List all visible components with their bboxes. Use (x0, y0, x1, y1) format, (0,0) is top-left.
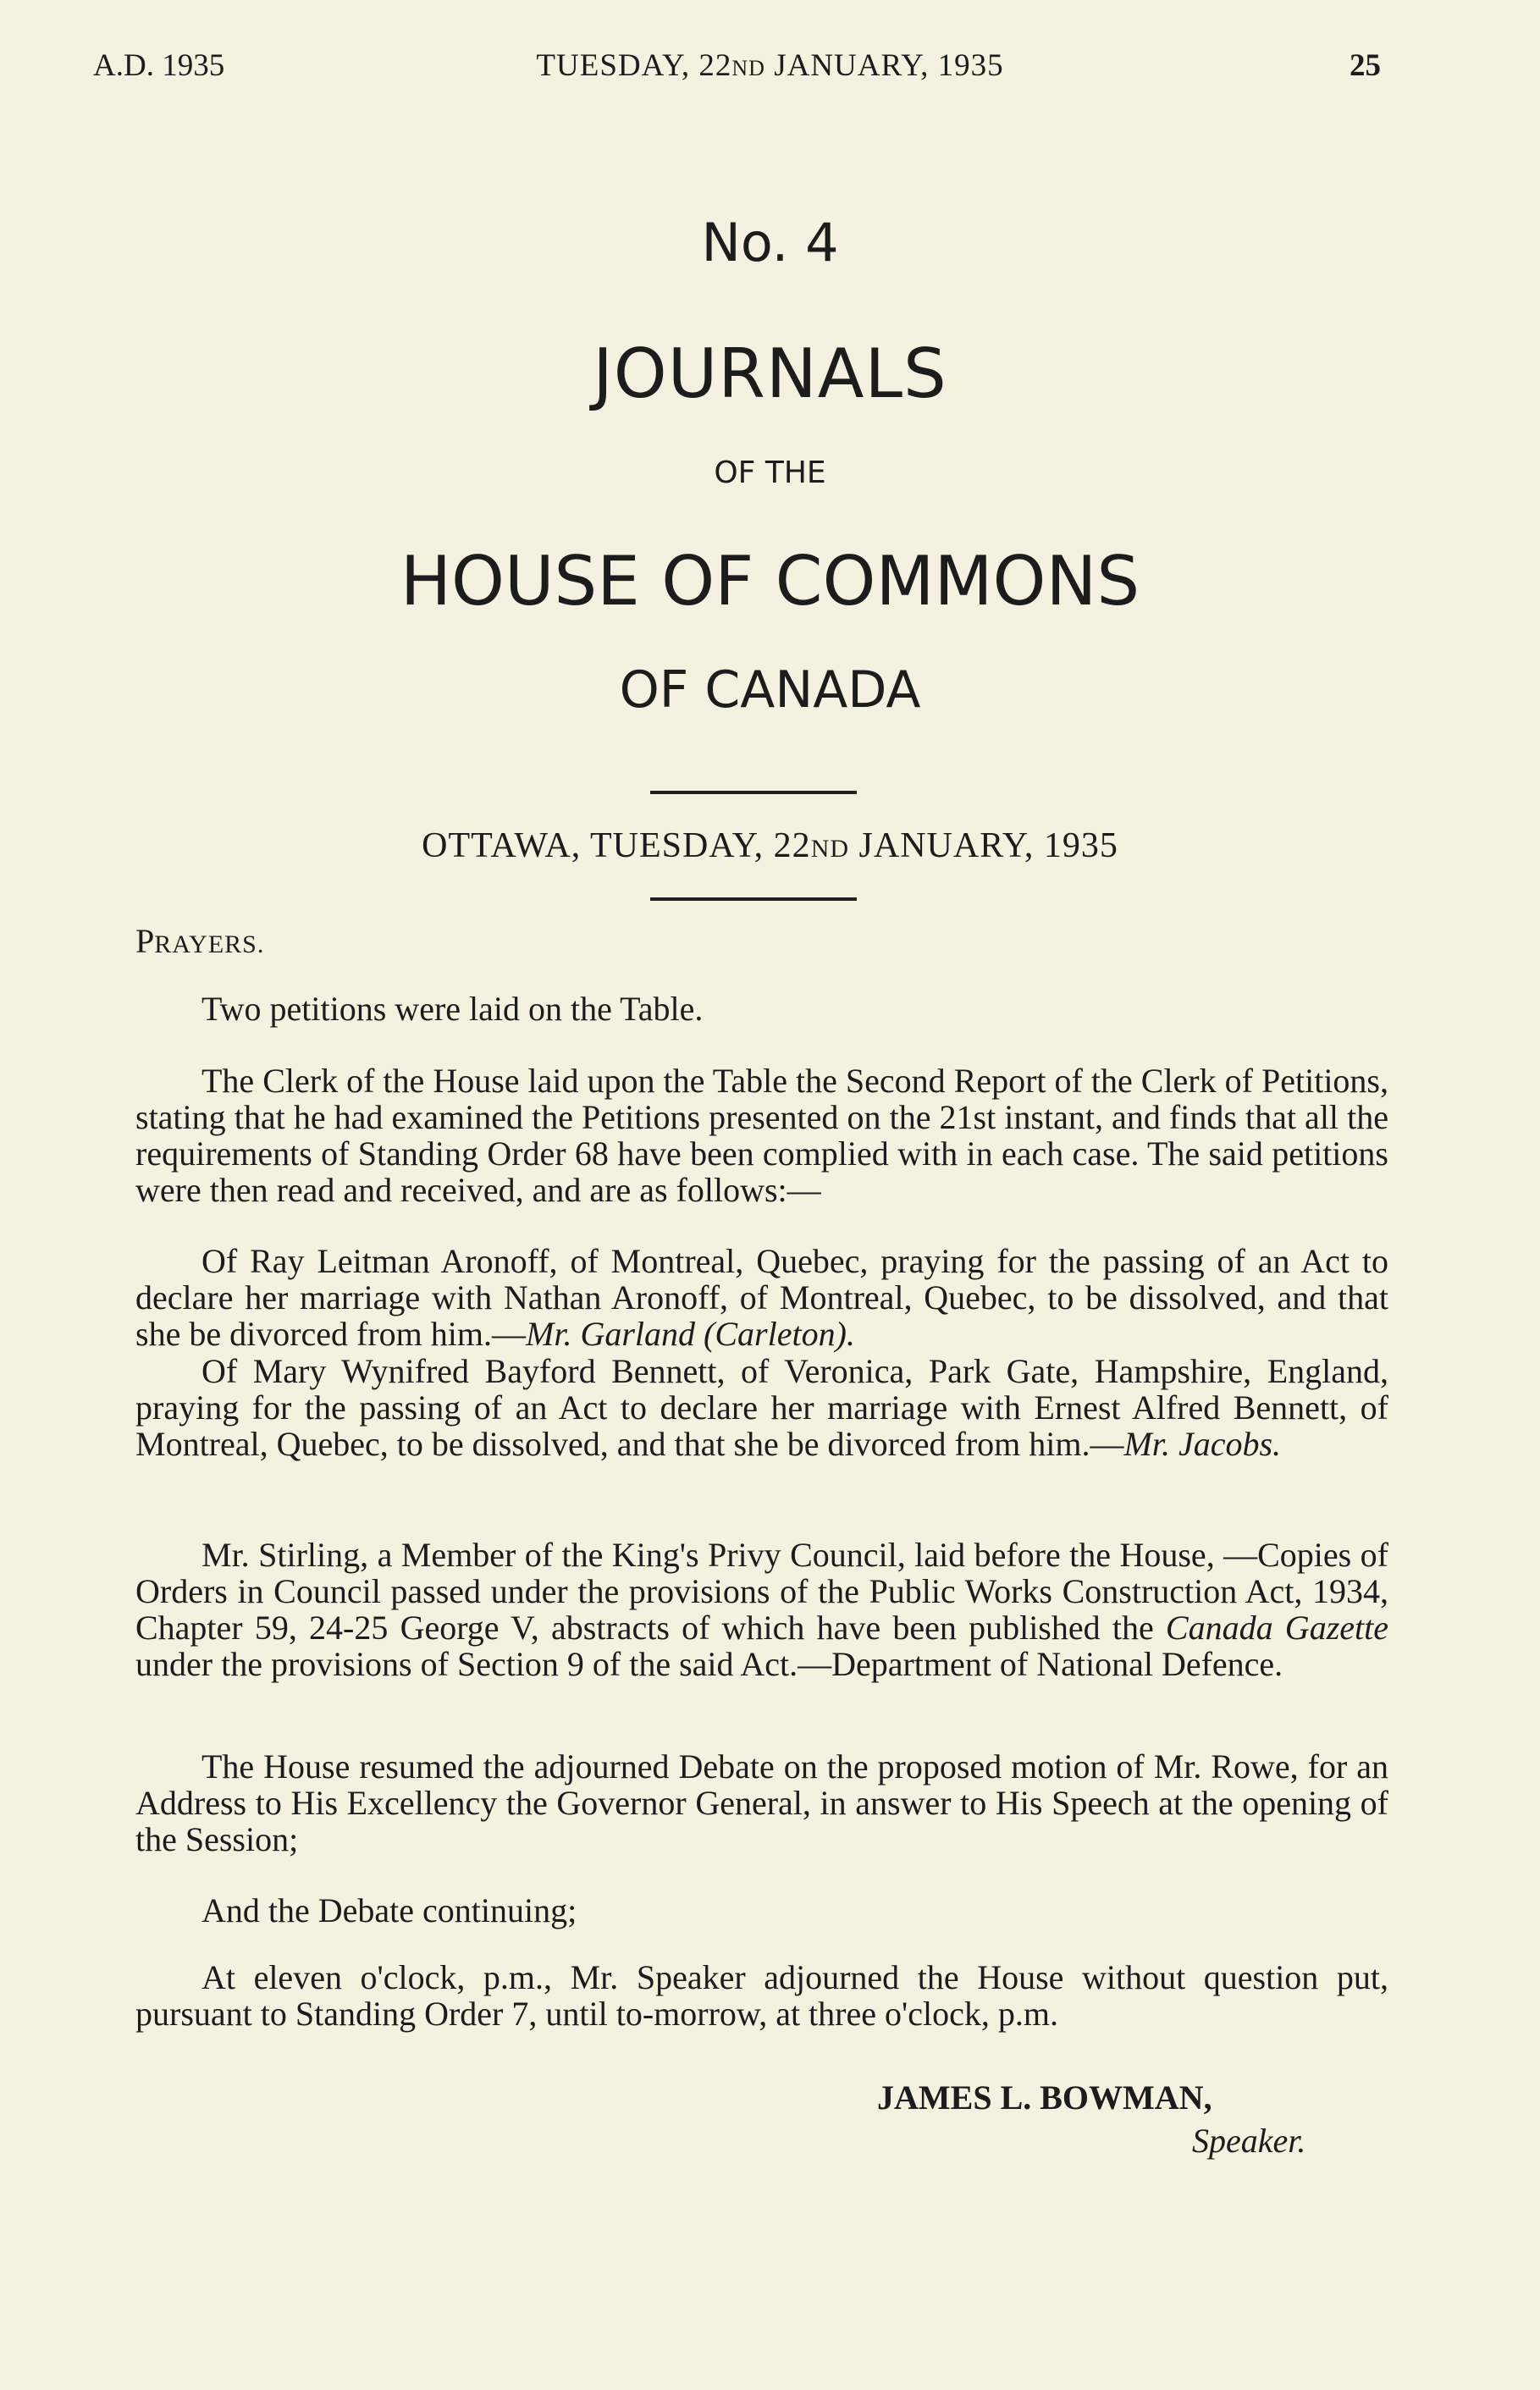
paragraph-text: Two petitions were laid on the Table. (201, 990, 704, 1028)
gazette-title: Canada Gazette (1165, 1609, 1388, 1647)
page-number: 25 (1350, 48, 1381, 83)
running-header (0, 47, 1540, 90)
of-canada-line: OF CANADA (619, 660, 921, 720)
paragraph-text (135, 1537, 1388, 1682)
prayers-initial: P (135, 922, 155, 960)
journals-title: JOURNALS (593, 334, 947, 413)
paragraph-petitions (135, 991, 1388, 1027)
petition-text: Of Ray Leitman Aronoff, of Montreal, Quebec, praying for the passing of an Act to declare her marriage with Nathan Aronoff, of Montreal, Quebec, to be dissolved, and that she be divorced from him.— (135, 1242, 1388, 1353)
header-date-rest: JANUARY, 1935 (764, 48, 1004, 83)
header-date-day: TUESDAY, 22 (536, 48, 732, 83)
paragraph-text: The Clerk of the House laid upon the Table the Second Report of the Clerk of Petitions, stating that he had examined the Petitions presented on the 21st instant, and finds that all the requirements of Standing Order 68 have been complied with in each case. The said petitions were then read and received, and are as follows:— (135, 1062, 1388, 1209)
dateline-prefix: OTTAWA, TUESDAY, 22 (422, 826, 811, 865)
paragraph-text (135, 1243, 1388, 1352)
paragraph-debate-resumed (135, 1748, 1388, 1857)
house-of-commons-title: HOUSE OF COMMONS (400, 542, 1140, 621)
petition-text: Of Mary Wynifred Bayford Bennett, of Veronica, Park Gate, Hampshire, England, praying for the passing of an Act to declare her marriage with Ernest Alfred Bennett, of Montreal, Quebec, to be dissolved, and that she be divorced from him.— (135, 1352, 1388, 1463)
paragraph-clerk-report (135, 1063, 1388, 1208)
paragraph-bennett-petition (135, 1353, 1388, 1462)
member-name: Mr. Garland (Carleton). (526, 1315, 855, 1353)
paragraph-part: Mr. Stirling, a Member of the King's Privy Council, laid before the House, —Copies of Orders in Council passed under the provisions of the Public Works Construction Act, 1934, Chapter 59, 24-25 George V, abstracts of which have been published the (135, 1536, 1388, 1647)
paragraph-text: The House resumed the adjourned Debate on the proposed motion of Mr. Rowe, for an Address to His Excellency the Governor General, in answer to His Speech at the opening of the Session; (135, 1747, 1388, 1858)
signature-name: JAMES L. BOWMAN, (877, 2078, 1212, 2117)
signature-title: Speaker. (1192, 2122, 1306, 2160)
dateline-rest: JANUARY, 1935 (849, 826, 1118, 865)
journal-number: No. 4 (701, 212, 839, 273)
prayers-heading (135, 923, 1388, 963)
paragraph-text: And the Debate continuing; (201, 1891, 577, 1929)
paragraph-adjournment (135, 1959, 1388, 2032)
prayers-rest: RAYERS. (154, 930, 265, 958)
dateline (0, 825, 1540, 866)
header-year: A.D. 1935 (93, 48, 225, 83)
member-name: Mr. Jacobs. (1123, 1425, 1282, 1463)
header-date (0, 47, 1540, 84)
divider-top (650, 791, 857, 794)
paragraph-aronoff-petition (135, 1243, 1388, 1352)
paragraph-debate-continuing (135, 1892, 1388, 1929)
paragraph-stirling (135, 1537, 1388, 1682)
paragraph-text (135, 1353, 1388, 1462)
dateline-suffix: ND (810, 835, 850, 863)
header-date-suffix: ND (731, 56, 765, 80)
divider-bottom (650, 897, 857, 901)
of-the-line: OF THE (714, 455, 826, 490)
paragraph-part: under the provisions of Section 9 of the said Act.—Department of National Defence. (135, 1645, 1283, 1683)
paragraph-text: At eleven o'clock, p.m., Mr. Speaker adjourned the House without question put, pursuant to Standing Order 7, until to-morrow, at three o'clock, p.m. (135, 1958, 1388, 2033)
